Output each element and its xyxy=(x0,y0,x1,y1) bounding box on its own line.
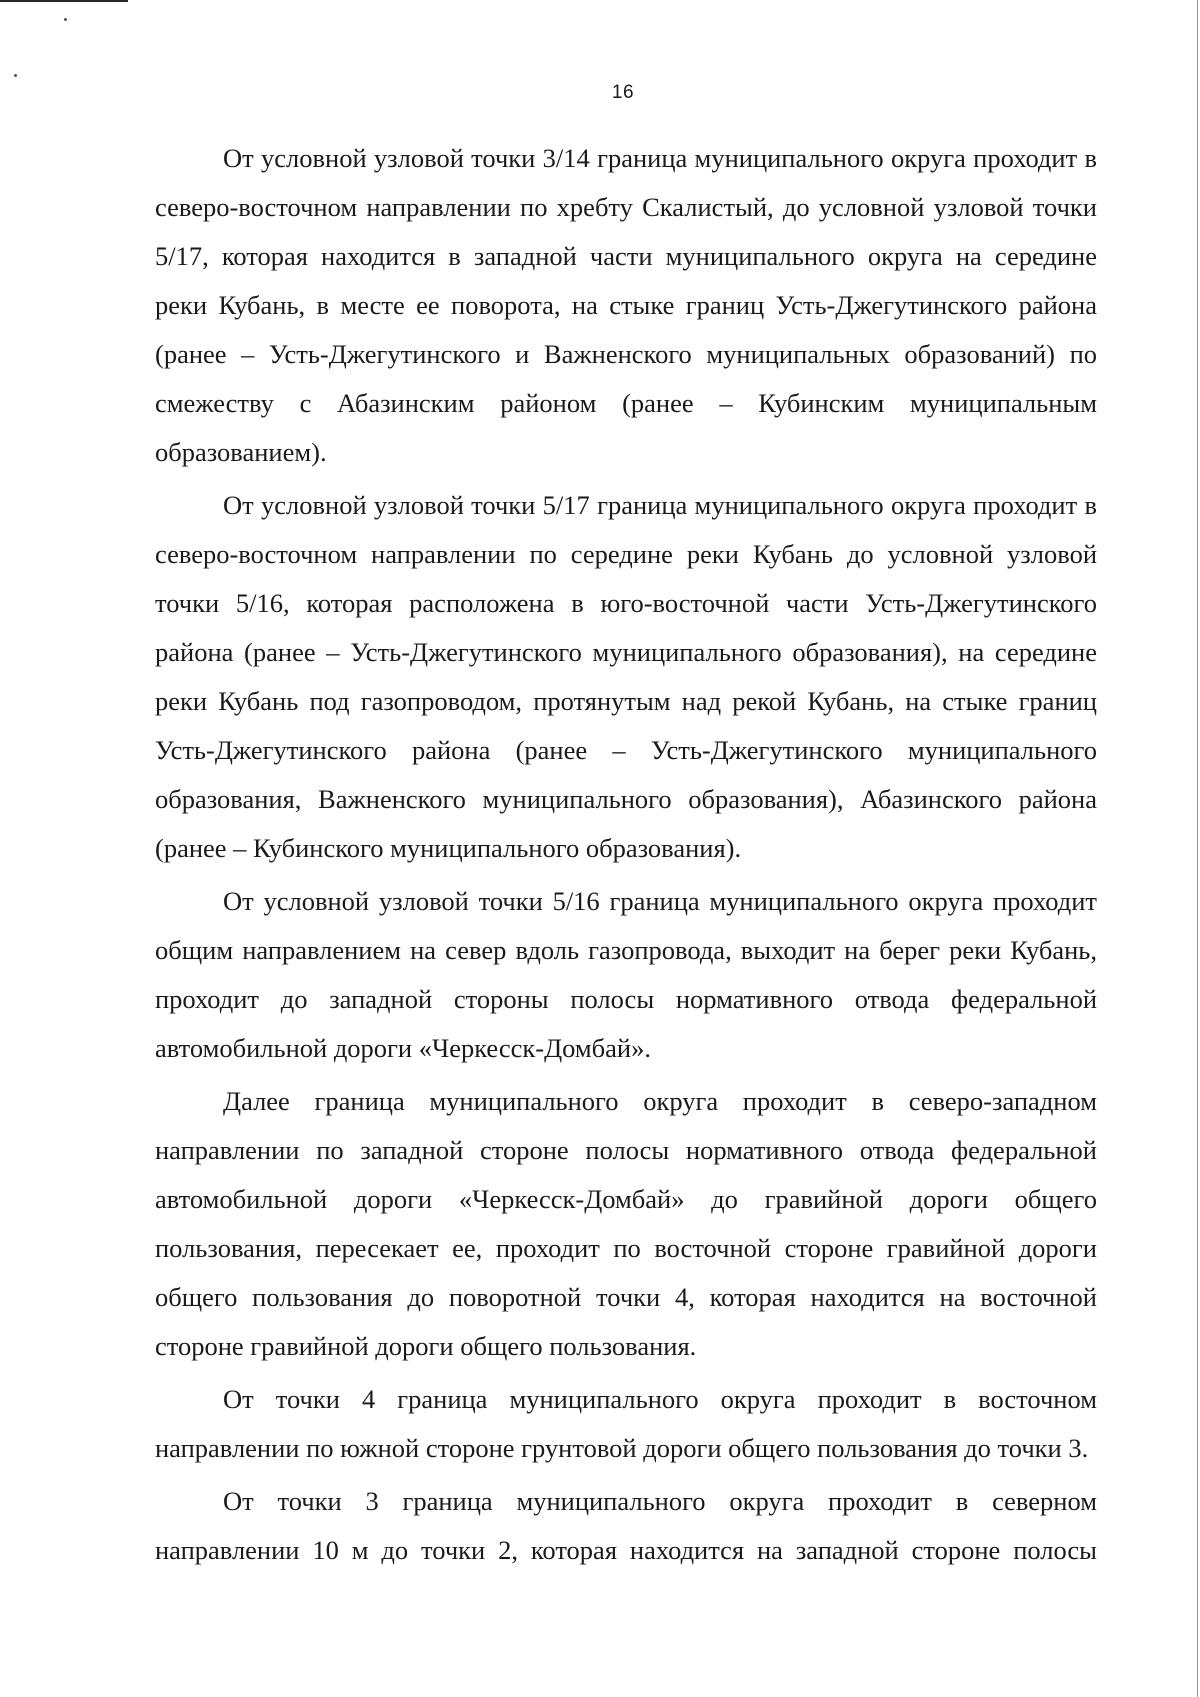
scan-edge-top xyxy=(0,0,128,2)
paragraph: От условной узловой точки 5/16 граница муниципального округа проходит общим направлением на север вдоль газопровода, выходит на берег реки Кубань, проходит до западной стороны полосы нормативного отвода федеральной автомобильной дороги «Черкесск-Домбай». xyxy=(155,886,1097,1063)
scan-speck xyxy=(14,74,17,77)
page-number: 16 xyxy=(611,82,635,103)
paragraph: От условной узловой точки 5/17 граница муниципального округа проходит в северо-восточном направлении по середине реки Кубань до условной узловой точки 5/16, которая расположена в юго-восточной части Усть-Джегутинского района (ранее – Усть-Джегутинского муниципального образования), на середине реки Кубань под газопроводом, протянутым над рекой Кубань, на стыке границ Усть-Джегутинского района (ранее – Усть-Джегутинского муниципального образования, Важненского муниципального образования), Абазинского района (ранее – Кубинского муниципального образования). xyxy=(155,490,1097,863)
paragraph: От точки 3 граница муниципального округа проходит в северном направлении 10 м до точки 2, которая находится на западной стороне полосы xyxy=(155,1486,1097,1565)
scan-edge-right xyxy=(1197,0,1198,1697)
paragraph: Далее граница муниципального округа проходит в северо-западном направлении по западной стороне полосы нормативного отвода федеральной автомобильной дороги «Черкесск-Домбай» до гравийной дороги общего пользования, пересекает ее, проходит по восточной стороне гравийной дороги общего пользования до поворотной точки 4, которая находится на восточной стороне гравийной дороги общего пользования. xyxy=(155,1086,1097,1361)
scan-speck xyxy=(64,18,67,21)
paragraph: От условной узловой точки 3/14 граница муниципального округа проходит в северо-восточном направлении по хребту Скалистый, до условной узловой точки 5/17, которая находится в западной части муниципального округа на середине реки Кубань, в месте ее поворота, на стыке границ Усть-Джегутинского района (ранее – Усть-Джегутинского и Важненского муниципальных образований) по смежеству с Абазинским районом (ранее – Кубинским муниципальным образованием). xyxy=(155,143,1097,467)
document-body xyxy=(155,134,1097,1575)
paragraph: От точки 4 граница муниципального округа проходит в восточном направлении по южной стороне грунтовой дороги общего пользования до точки 3. xyxy=(155,1384,1097,1463)
